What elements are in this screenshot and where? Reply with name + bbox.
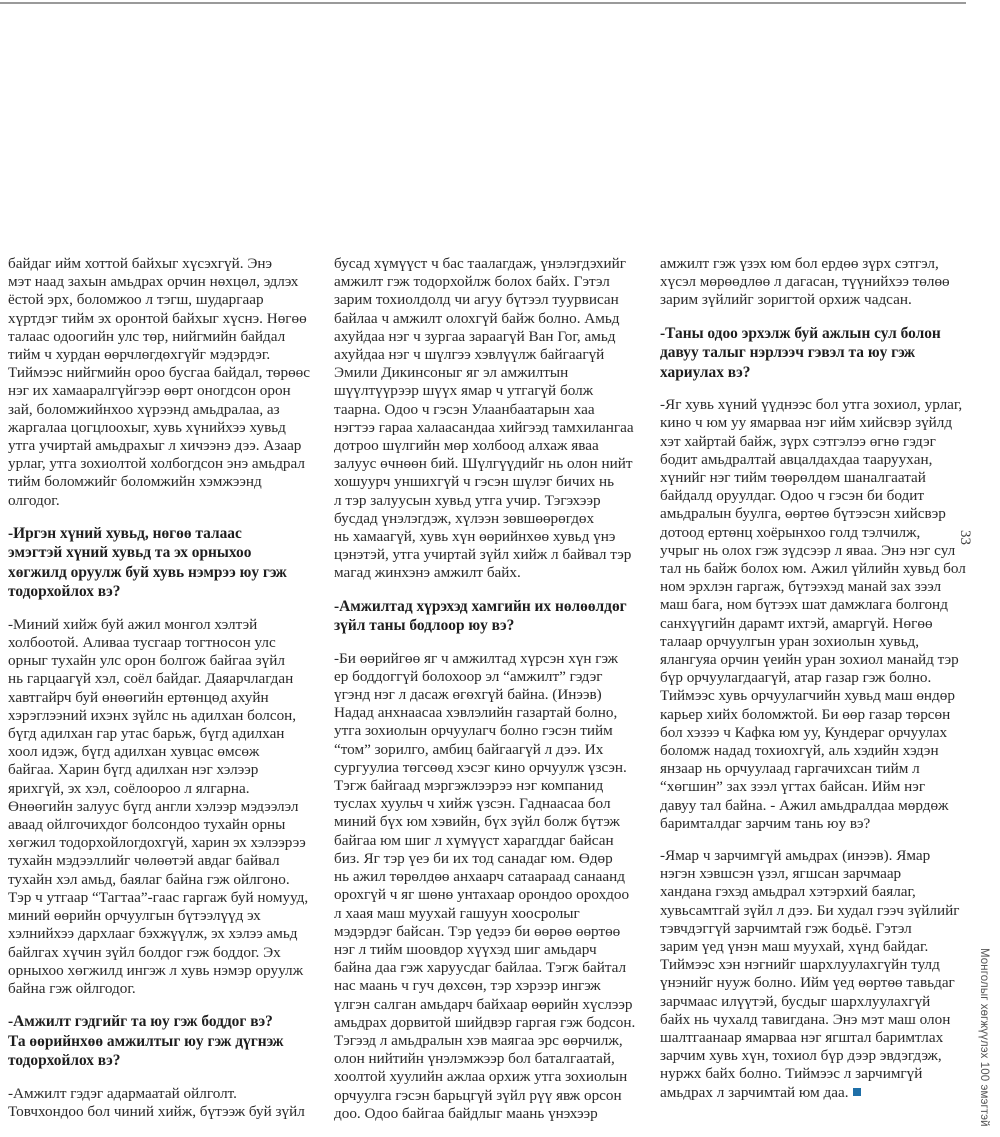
paragraph [334, 650, 650, 1123]
running-title: Монголыг хөгжүүлэх 100 эмэгтэй [978, 948, 990, 1127]
text-line: дотроо шүлгийн мөр холбоод алхаж яваа [334, 437, 599, 455]
text-line: байх нь чухалд тавигдана. Энэ мэт маш олон [660, 1010, 951, 1028]
text-line: тухайн хэл амьд, баялаг байна гэж ойлгоно. [8, 870, 290, 888]
paragraph [8, 255, 320, 510]
text-line: -Амжилт гэдгийг та юу гэж боддог вэ? [8, 1013, 273, 1031]
paragraph [334, 255, 650, 583]
text-line: Тэр ч утгаар “Тагтаа”-гаас гаргаж буй номууд, [8, 888, 309, 906]
text-line: тодорхойлох вэ? [8, 1052, 121, 1070]
text-line: хоол идэж, бүгд адилхан хувцас өмсөж [8, 743, 260, 761]
text-line: л тэр залуусын хувьд утга учир. Тэгэхээр [334, 491, 601, 509]
text-line: байдалд оруулдаг. Одоо ч гэсэн би бодит [660, 487, 925, 505]
text-line: орчуулга гэсэн барьцгүй зүйл рүү явж орсон [334, 1086, 622, 1104]
text-line: бол хэзээ ч Кафка юм уу, Кундераг орчуулах [660, 723, 948, 741]
text-line: нуржх байх болно. Тиймээс л зарчимгүй [660, 1065, 923, 1083]
text-line: тийм боломжийг боломжийн хэмжээнд [8, 473, 262, 491]
text-line: Эмили Дикинсоныг яг эл амжилтын [334, 364, 569, 382]
text-line: нэг их хамааралгүйгээр өөрт оногдсон орон [8, 382, 291, 400]
text-line: нэг л тийм шоовдор хүүхэд шиг амьдарч [334, 940, 597, 958]
text-line: хүртдэг тийм эх оронтой байхыг хүснэ. Нөгөө [8, 309, 307, 327]
paragraph [8, 1085, 320, 1121]
text-line: нэгтээ гараа халаасандаа хийгээд тамхилангаа [334, 418, 634, 436]
text-line: амьдрах л зарчимтай юм даа. [660, 1084, 970, 1102]
text-line: нь ажил төрөлдөө анхаарч сатаараад санаанд [334, 868, 626, 886]
text-line: л хаая маш муухай гашуун хоосролыг [334, 904, 580, 922]
text-line: зарим үед үнэн маш муухай, хүнд байдаг. [660, 938, 929, 955]
text-line: боломж надад тохиохгүй, аль хэдийн хэдэн [660, 741, 939, 759]
text-line: тэвчдэггүй зарчимтай гэж бодьё. Гэтэл [660, 919, 912, 937]
text-line: Надад анхнаасаа хэвлэлийн газартай болно, [334, 704, 618, 722]
text-line: хөгжилд оруулж буй хувь нэмрээ юу гэж [8, 563, 287, 581]
text-line: биз. Яг тэр үеэ би их тод санадаг юм. Өдөр [334, 849, 613, 867]
text-line: ялангуяа орчин үеийн уран зохиол манайд тэр [660, 650, 959, 668]
text-line: байгаа юм шиг л хүмүүст харагддаг байсан [334, 831, 614, 849]
text-line: Тэгээд л амьдралын хэв маягаа эрс өөрчилж, [334, 1031, 623, 1049]
text-line: кино ч юм уу ямарваа нэг ийм хийсвэр зүйлд [660, 414, 953, 432]
text-line: жаргалаа цогцлоохыг, хувь хүнийхээ хувьд [8, 418, 286, 436]
text-line: “хөгшин” зах зээл үгтах байсан. Ийм нэг [660, 778, 926, 796]
text-line: холбоотой. Аливаа тусгаар тогтносон улс [8, 634, 276, 652]
text-line: санхүүгийн дарамт ихтэй, амаргүй. Нөгөө [660, 614, 933, 632]
text-line: талаар орчуулгын уран зохиолын хувьд, [660, 632, 920, 650]
text-line: олгодог. [8, 491, 60, 509]
text-line: нэгэн хэвшсэн үзэл, ягшсан зарчмаар [660, 865, 902, 883]
text-line: хошуурч уншихгүй ч гэсэн шүлэг бичих нь [334, 473, 615, 491]
paragraph [660, 396, 970, 833]
text-line: амжилт гэж тодорхойлж болох байх. Гэтэл [334, 273, 610, 291]
text-line: хэлнийхээ дархлааг бэхжүүлж, эх хэлээ амьд [8, 925, 298, 943]
text-line: Тиймээс хэн нэгнийг шархлуулахгүйн тулд [660, 956, 940, 974]
text-line: зүйл таны бодлоор юу вэ? [334, 617, 515, 635]
text-line: -Амжилт гэдэг адармаатай ойлголт. [8, 1084, 237, 1102]
text-line: “том” зорилго, амбиц байгаагүй л дээ. Их [334, 740, 604, 758]
text-line: утга учиртай амьдрахыг л хичээнэ дээ. Азаар [8, 437, 302, 455]
text-line: талаас одоогийн улс төр, нийгмийн байдал [8, 327, 286, 345]
text-line: дотоод ертөнц хоёрынхоо голд тэлчилж, [660, 523, 921, 541]
text-line: бүгд адилхан гар утас барьж, бүгд адилхан [8, 725, 285, 743]
article-column-1 [8, 255, 320, 1135]
text-line: хариулах вэ? [660, 363, 751, 381]
text-line: -Иргэн хүний хувьд, нөгөө талаас [8, 524, 242, 542]
text-line: тухайн мэдээллийг чөлөөтэй авдаг байвал [8, 852, 280, 870]
text-line: Та өөрийнхөө амжилтыг юу гэж дүгнэж [8, 1032, 284, 1050]
text-line: байдаг ийм хоттой байхыг хүсэхгүй. Энэ [8, 255, 273, 272]
text-line: янзаар нь орчуулаад гаргачихсан тийм л [660, 760, 920, 778]
text-line: орохгүй ч яг шөнө унтахаар орондоо орохдоо [334, 886, 630, 904]
text-line: аваад ойлгочихдог болсондоо тухайн орны [8, 816, 286, 834]
text-line: зарчмаас илүүтэй, бусдыг шархлуулахгүй [660, 992, 931, 1010]
text-line: Тэгж байгаад мэргэжлээрээ нэг компанид [334, 777, 604, 795]
text-line: миний өөрийн орчуулгын бүтээлүүд эх [8, 907, 261, 925]
text-line: байна даа гэж харуусдаг байлаа. Тэгж байтал [334, 959, 627, 977]
text-line: хүсэл мөрөөдлөө л дагасан, түүнийхээ төлөө [660, 273, 950, 291]
text-line: туслах хуульч ч хийж үзсэн. Гаднаасаа бол [334, 795, 611, 813]
text-line: карьер хийх боломжтой. Би өөр газар төрсөн [660, 705, 951, 723]
text-line: нас маань ч гуч дөхсөн, тэр хэрээр ингэж [334, 977, 601, 995]
text-line: баримталдаг зарчим тань юу вэ? [660, 814, 871, 832]
text-line: ном эрхлэн гаргаж, бүтээхэд манай зах зээл [660, 578, 942, 596]
text-line: бүр орчуулагдаагүй, атар газар гэж болно. [660, 669, 932, 687]
text-line: цэнэтэй, утга учиртай зүйл хийж л байвал тэр [334, 546, 632, 564]
text-line: орныхоо хөгжилд ингэж л хувь нэмэр оруулж [8, 961, 304, 979]
text-line: хэт хайртай байж, зүрх сэтгэлээ өгнө гэдэг [660, 432, 936, 450]
text-line: маш бага, ном бүтээх шат дамжлага болгонд [660, 596, 948, 614]
text-line: доо. Одоо байгаа байдлыг маань үнэхээр [334, 1104, 598, 1122]
top-rule [0, 2, 966, 4]
text-line: тодорхойлох вэ? [8, 583, 121, 601]
text-line: шүүлтүүрээр шүүх ямар ч утгагүй болж [334, 382, 594, 400]
text-line: ахуйдаа нэг ч зургаа зараагүй Ван Гог, амьд [334, 327, 616, 345]
paragraph [660, 255, 970, 310]
interview-question [8, 524, 320, 602]
text-line: хөгжил тодорхойлогдохгүй, харин эх хэлээрээ [8, 834, 306, 852]
text-line: сургуулиа төгсөөд хэсэг кино орчуулж үзсэн. [334, 758, 627, 776]
text-line: -Миний хийж буй ажил монгол хэлтэй [8, 615, 258, 633]
text-line: магад жинхэнэ амжилт байх. [334, 564, 521, 582]
text-line: Өнөөгийн залуус бүгд англи хэлээр мэдээлэл [8, 797, 299, 815]
text-line: учрыг нь олох гэж зүдсээр л яваа. Энэ нэг сул [660, 541, 956, 559]
text-line: утга зохиолын орчуулагч болно гэсэн тийм [334, 722, 613, 740]
text-line: давуу талыг нэрлээч гэвэл та юу гэж [660, 344, 916, 362]
text-line: амьдрах дорвитой шийдвэр гаргая гэж бодсон. [334, 1013, 636, 1031]
text-line: эмэгтэй хүний хувьд та эх орныхоо [8, 544, 252, 562]
article-column-2 [334, 255, 650, 1137]
text-line: нь гарцаагүй хэл, соёл байдаг. Даяарчлагдан [8, 670, 294, 688]
text-line: тал нь байж болох юм. Ажил үйлийн хувьд бол [660, 559, 966, 577]
end-of-article-square-icon [853, 1088, 861, 1096]
text-line: таарна. Одоо ч гэсэн Улаанбаатарын хаа [334, 400, 595, 418]
page-number: 33 [957, 530, 973, 545]
text-line: орныг тухайн улс орон болгож байгаа зүйл [8, 652, 285, 670]
text-line: -Таны одоо эрхэлж буй ажлын сул болон [660, 324, 941, 342]
text-line: мэт наад захын амьдрах орчин нөхцөл, эдлэх [8, 273, 299, 291]
text-line: Тиймээс нийгмийн ороо бусгаа байдал, төрөөс [8, 364, 311, 382]
text-line: залуус өчнөөн бий. Шүлгүүдийг нь олон нийт [334, 455, 633, 473]
text-line: давуу тал байна. - Ажил амьдралдаа мөрдөж [660, 796, 949, 814]
text-line: бодит амьдралтай авцалдахдаа таарууxан, [660, 450, 933, 468]
text-line: -Яг хувь хүний үүднээс бол утга зохиол, урлаг, [660, 396, 963, 414]
text-line: зарим зүйлийг зоригтой орхиж чадсан. [660, 291, 912, 309]
text-line: -Ямар ч зарчимгүй амьдрах (инээв). Ямар [660, 846, 931, 864]
text-line: тийм ч хурдан өөрчлөгдөхгүйг мэдэрдэг. [8, 346, 271, 364]
text-line: хэрэглээний ихэнх зүйлс нь адилхан болсон, [8, 706, 297, 724]
text-line: хувьсамтгай зүйл л дээ. Би худал гээч зүйлийг [660, 901, 960, 919]
text-line: мэдэрдэг байсан. Тэр үедээ би өөрөө өөртөө [334, 922, 621, 940]
text-line: амжилт гэж үзэх юм бол ердөө зүрх сэтгэл, [660, 255, 939, 272]
text-line: хоолтой хуулийн ажлаа орхиж утга зохиолын [334, 1068, 628, 1086]
interview-question [8, 1012, 320, 1071]
text-line: зай, боломжийнхоо хүрээнд амьдралаа, аз [8, 400, 280, 418]
text-line: үгэнд нэг л дасаж өгөхгүй байна. (Инээв) [334, 686, 602, 704]
text-line: байлгах хүчин зүйл болдог гэж боддог. Эх [8, 943, 281, 961]
text-line: байна гэж ойлгодог. [8, 979, 136, 997]
article-column-3 [660, 255, 970, 1116]
text-line: хандана гэхэд амьдрал хэтэрхий баялаг, [660, 883, 916, 901]
text-line: ярихгүй, эх хэл, соёлоороо л ялгарна. [8, 779, 250, 797]
paragraph [8, 616, 320, 998]
text-line: бусдад үнэлэгдэж, хүлээн зөвшөөрөгдөх [334, 509, 595, 527]
text-line: амьдралын буулга, өөртөө бүтээсэн хийсвэр [660, 505, 946, 523]
text-line: миний бүх юм хэвийн, бүх зүйл болж бүтэж [334, 813, 620, 831]
text-line: олон нийтийн үнэлэмжээр бол баталгаатай, [334, 1050, 615, 1068]
text-line: бусад хүмүүст ч бас таалагдаж, үнэлэгдэхийг [334, 255, 626, 272]
paragraph [660, 847, 970, 1102]
text-line: нь хамаагүй, хувь хүн өөрийнхөө хувьд үнэ [334, 528, 616, 546]
text-line: үлгэн салган амьдарч байхаар өөрийн хүслээр [334, 995, 633, 1013]
text-line: хавтгайрч буй өнөөгийн ертөнцөд ахуйн [8, 688, 269, 706]
text-line: Товчхондоо бол чиний хийж, бүтээж буй зүйл [8, 1102, 305, 1120]
text-line: байгаа. Харин бүгд адилхан нэг хэлээр [8, 761, 259, 779]
text-line: ахуйдаа нэг ч шүлгээ хэвлүүлж байгаагүй [334, 346, 605, 364]
text-line: ер боддоггүй болохоор эл “амжилт” гэдэг [334, 667, 603, 685]
text-line: урлаг, утга зохиолтой холбогдсон энэ амьдрал [8, 455, 305, 473]
text-line: -Би өөрийгөө яг ч амжилтад хүрсэн хүн гэж [334, 649, 618, 667]
interview-question [334, 597, 650, 636]
text-line: Тиймээс хувь орчуулагчийн хувьд маш өндөр [660, 687, 955, 705]
text-line: байлаа ч амжилт олохгүй байж болно. Амьд [334, 309, 620, 327]
text-line: -Амжилтад хүрэхэд хамгийн их нөлөөлдөг [334, 597, 627, 615]
text-line: ёстой эрх, боломжоо л тэгш, шударгаар [8, 291, 264, 309]
text-line: зарчим хувь хүн, тохиол бүр дээр эвдэгдэж, [660, 1047, 942, 1065]
text-line: хүнийг нэг тийм төөрөлдөм шаналгаатай [660, 468, 926, 486]
interview-question [660, 324, 970, 383]
text-line: үнэнийг нууж болно. Ийм үед өөртөө тавьдаг [660, 974, 955, 992]
text-line: шалтгаанаар ямарваа нэг ягштал баримтлах [660, 1029, 944, 1047]
text-line: зарим тохиолдолд чи агуу бүтээл туурвисан [334, 291, 619, 309]
